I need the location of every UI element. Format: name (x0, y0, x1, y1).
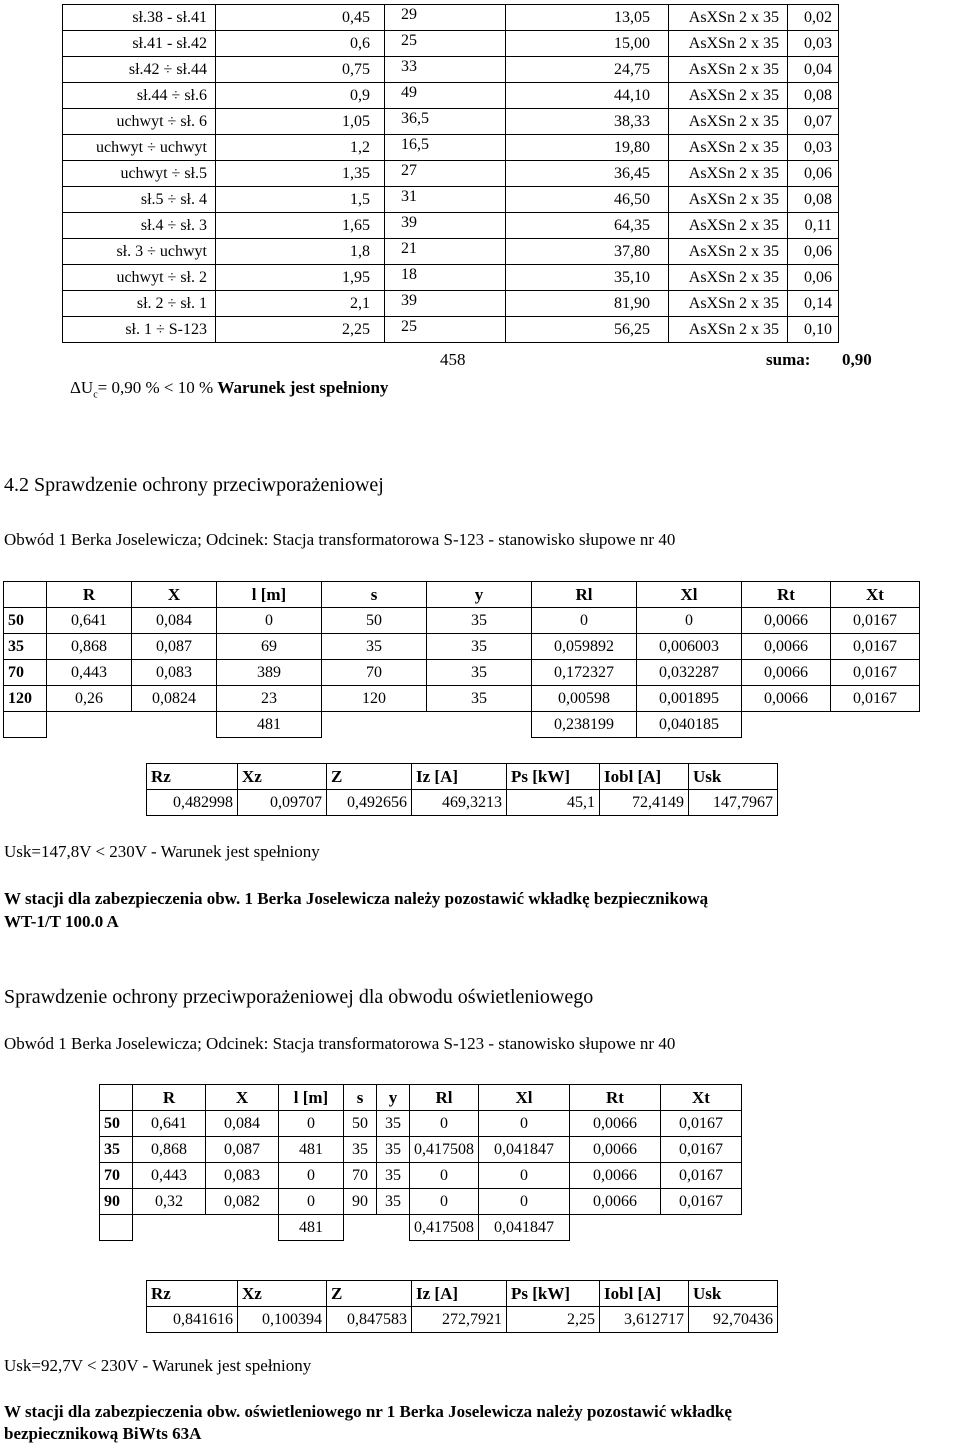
table-row (100, 1137, 742, 1163)
table-cell: 72,4149 (600, 790, 689, 816)
table-row (100, 1189, 742, 1215)
table-cell: 2,1 (216, 291, 385, 317)
table-header-cell: Rl (410, 1085, 479, 1111)
table-cell: 1,2 (216, 135, 385, 161)
table-header-cell: Usk (689, 764, 778, 790)
table-cell: 45,1 (507, 790, 600, 816)
table-cell: 35 (377, 1163, 410, 1189)
table-row (4, 634, 920, 660)
table-cell: 25 (385, 317, 506, 343)
table-cell: 0,0066 (742, 686, 831, 712)
row-header-cell: 70 (4, 660, 47, 686)
table-cell: 1,05 (216, 109, 385, 135)
table-cell: 272,7921 (412, 1307, 507, 1333)
table-cell: 35 (427, 660, 532, 686)
table-cell: 0,07 (788, 109, 839, 135)
table-cell: 35 (377, 1111, 410, 1137)
table-cell: 0,06 (788, 161, 839, 187)
table-cell: AsXSn 2 x 35 (669, 317, 788, 343)
table-cell: 0,0066 (570, 1189, 661, 1215)
table-cell: 0,6 (216, 31, 385, 57)
table-cell: 0,0066 (570, 1163, 661, 1189)
table-cell: sł. 2 ÷ sł. 1 (63, 291, 216, 317)
table-cell: 35,10 (506, 265, 669, 291)
table-cell: 0,0167 (661, 1111, 742, 1137)
table-cell: 0,14 (788, 291, 839, 317)
table-cell: AsXSn 2 x 35 (669, 161, 788, 187)
table-cell: 70 (344, 1163, 377, 1189)
table-cell: 49 (385, 83, 506, 109)
table-cell: 0,08 (788, 83, 839, 109)
table-header-cell: Z (327, 764, 412, 790)
row-header-cell: 90 (100, 1189, 133, 1215)
table-cell: 92,70436 (689, 1307, 778, 1333)
table-cell: 0,041847 (479, 1137, 570, 1163)
section2-conclusion: Usk=92,7V < 230V - Warunek jest spełniony (4, 1356, 312, 1375)
table-cell: 35 (344, 1137, 377, 1163)
table-header-cell: Rt (570, 1085, 661, 1111)
table-cell: 0 (410, 1189, 479, 1215)
section1-heading: 4.2 Sprawdzenie ochrony przeciwporażeniowej (4, 474, 384, 496)
table-cell: 0,0167 (831, 686, 920, 712)
totals-blank (742, 712, 831, 738)
table-cell: AsXSn 2 x 35 (669, 83, 788, 109)
table-cell: 27 (385, 161, 506, 187)
table-header-cell: Xt (661, 1085, 742, 1111)
table-header-cell: X (206, 1085, 279, 1111)
table-cell: 0,45 (216, 5, 385, 31)
table-cell: 0,08 (788, 187, 839, 213)
table-cell: sł. 1 ÷ S-123 (63, 317, 216, 343)
table-header-cell: Iobl [A] (600, 1281, 689, 1307)
table-cell: 0,006003 (637, 634, 742, 660)
total-xl: 0,040185 (637, 712, 742, 738)
sum-label: suma: (766, 350, 811, 369)
table-cell: uchwyt ÷ uchwyt (63, 135, 216, 161)
table-cell: 35 (427, 634, 532, 660)
table-cell: 0,868 (133, 1137, 206, 1163)
table-header-cell: l [m] (279, 1085, 344, 1111)
table-cell: uchwyt ÷ sł. 6 (63, 109, 216, 135)
row-header-cell: 120 (4, 686, 47, 712)
table-cell: 1,5 (216, 187, 385, 213)
table-cell: 0,04 (788, 57, 839, 83)
totals-blank (427, 712, 532, 738)
voltage-drop-value: = 0,90 % < 10 % (97, 378, 218, 397)
totals-blank (206, 1215, 279, 1241)
table-cell: AsXSn 2 x 35 (669, 265, 788, 291)
totals-row (4, 712, 920, 738)
table-cell: AsXSn 2 x 35 (669, 135, 788, 161)
table-cell: uchwyt ÷ sł. 2 (63, 265, 216, 291)
table-cell: 0,417508 (410, 1137, 479, 1163)
totals-blank (322, 712, 427, 738)
table-header-cell: Z (327, 1281, 412, 1307)
table-row (63, 291, 839, 317)
table-row (4, 686, 920, 712)
table-cell: 35 (322, 634, 427, 660)
table-row (63, 161, 839, 187)
table-cell: 36,5 (385, 109, 506, 135)
table-cell: 90 (344, 1189, 377, 1215)
row-header-cell: 35 (4, 634, 47, 660)
table-cell: 16,5 (385, 135, 506, 161)
table-header-cell: Rz (147, 764, 238, 790)
table-cell: 0,06 (788, 265, 839, 291)
table-cell: 0,0167 (831, 634, 920, 660)
cable-voltage-drop-table (62, 4, 839, 343)
table-cell: 1,95 (216, 265, 385, 291)
table-cell: AsXSn 2 x 35 (669, 213, 788, 239)
table-header-corner (100, 1085, 133, 1111)
table-cell: 0,443 (47, 660, 132, 686)
table-row (63, 187, 839, 213)
table-header-row (147, 764, 778, 790)
table-cell: 0,0824 (132, 686, 217, 712)
table-cell: 0,087 (132, 634, 217, 660)
table-cell: 0,0167 (661, 1137, 742, 1163)
table-header-row (147, 1281, 778, 1307)
table-cell: 0 (410, 1111, 479, 1137)
table-cell: 389 (217, 660, 322, 686)
totals-blank (831, 712, 920, 738)
table-cell: 70 (322, 660, 427, 686)
table-cell: sł. 3 ÷ uchwyt (63, 239, 216, 265)
table-cell: 0,75 (216, 57, 385, 83)
section2-impedance-table (99, 1084, 742, 1241)
table-cell: 0 (479, 1163, 570, 1189)
table-row (100, 1111, 742, 1137)
table-header-cell: Rt (742, 582, 831, 608)
table-cell: uchwyt ÷ sł.5 (63, 161, 216, 187)
table-cell: 25 (385, 31, 506, 57)
table-row (4, 660, 920, 686)
table-cell: 0,0066 (742, 660, 831, 686)
section1-impedance-table (3, 581, 920, 738)
table-header-cell: Rl (532, 582, 637, 608)
table-header-cell: Xz (238, 1281, 327, 1307)
table-row (4, 608, 920, 634)
table-header-cell: R (47, 582, 132, 608)
section2-circuit: Obwód 1 Berka Joselewicza; Odcinek: Stacja transformatorowa S-123 - stanowisko słupowe nr 40 (4, 1034, 676, 1053)
table-cell: 0,03 (788, 135, 839, 161)
table-cell: 37,80 (506, 239, 669, 265)
table-cell: 0,847583 (327, 1307, 412, 1333)
table-header-cell: R (133, 1085, 206, 1111)
table-cell: 35 (427, 686, 532, 712)
table-cell: 0 (279, 1163, 344, 1189)
table-cell: 0,083 (206, 1163, 279, 1189)
cable-total-length: 458 (440, 350, 466, 369)
table-cell: 0,482998 (147, 790, 238, 816)
table-cell: 44,10 (506, 83, 669, 109)
total-xl: 0,041847 (479, 1215, 570, 1241)
table-cell: 0,26 (47, 686, 132, 712)
table-cell: AsXSn 2 x 35 (669, 57, 788, 83)
table-cell: 0,10 (788, 317, 839, 343)
table-cell: 0,172327 (532, 660, 637, 686)
table-row (63, 317, 839, 343)
table-cell: 23 (217, 686, 322, 712)
table-cell: 0,0167 (831, 608, 920, 634)
table-header-cell: y (427, 582, 532, 608)
table-cell: 0,09707 (238, 790, 327, 816)
table-header-corner (4, 582, 47, 608)
table-row (147, 1307, 778, 1333)
table-cell: AsXSn 2 x 35 (669, 109, 788, 135)
table-cell: 0,06 (788, 239, 839, 265)
table-cell: 0,0066 (742, 608, 831, 634)
table-cell: 2,25 (216, 317, 385, 343)
table-row (63, 265, 839, 291)
table-cell: 481 (279, 1137, 344, 1163)
table-cell: 39 (385, 213, 506, 239)
table-row (63, 57, 839, 83)
section1-note-line2: WT-1/T 100.0 A (4, 912, 119, 931)
table-cell: sł.38 - sł.41 (63, 5, 216, 31)
table-cell: 24,75 (506, 57, 669, 83)
section2-note-line1: W stacji dla zabezpieczenia obw. oświetleniowego nr 1 Berka Joselewicza należy pozostawić wkładkę (4, 1402, 732, 1421)
table-cell: 2,25 (507, 1307, 600, 1333)
table-header-cell: s (344, 1085, 377, 1111)
table-header-cell: Rz (147, 1281, 238, 1307)
table-cell: 0 (532, 608, 637, 634)
totals-blank (661, 1215, 742, 1241)
voltage-drop-line (70, 378, 388, 400)
table-cell: 0,868 (47, 634, 132, 660)
totals-blank (132, 712, 217, 738)
table-cell: 0,641 (133, 1111, 206, 1137)
totals-blank (377, 1215, 410, 1241)
table-cell: 1,65 (216, 213, 385, 239)
table-cell: 0,084 (132, 608, 217, 634)
table-header-cell: l [m] (217, 582, 322, 608)
table-cell: 19,80 (506, 135, 669, 161)
table-cell: 0,0066 (742, 634, 831, 660)
table-cell: 39 (385, 291, 506, 317)
table-cell: 0 (479, 1111, 570, 1137)
section2-result-table (146, 1280, 778, 1333)
section1-conclusion: Usk=147,8V < 230V - Warunek jest spełniony (4, 842, 320, 861)
table-cell: 33 (385, 57, 506, 83)
table-cell: 50 (344, 1111, 377, 1137)
table-cell: 35 (427, 608, 532, 634)
total-rl: 0,417508 (410, 1215, 479, 1241)
table-header-cell: y (377, 1085, 410, 1111)
table-header-row (4, 582, 920, 608)
totals-blank (47, 712, 132, 738)
table-cell: AsXSn 2 x 35 (669, 5, 788, 31)
section1-result-table (146, 763, 778, 816)
total-rl: 0,238199 (532, 712, 637, 738)
table-cell: 15,00 (506, 31, 669, 57)
table-cell: sł.4 ÷ sł. 3 (63, 213, 216, 239)
table-cell: 0,32 (133, 1189, 206, 1215)
table-cell: 0,492656 (327, 790, 412, 816)
table-cell: 56,25 (506, 317, 669, 343)
table-row (100, 1163, 742, 1189)
totals-row (100, 1215, 742, 1241)
table-cell: AsXSn 2 x 35 (669, 239, 788, 265)
table-cell: 0 (217, 608, 322, 634)
table-header-row (100, 1085, 742, 1111)
section2-heading: Sprawdzenie ochrony przeciwporażeniowej dla obwodu oświetleniowego (4, 986, 594, 1008)
totals-blank (344, 1215, 377, 1241)
total-length: 481 (217, 712, 322, 738)
table-header-cell: Usk (689, 1281, 778, 1307)
table-cell: 0,100394 (238, 1307, 327, 1333)
row-header-cell: 50 (4, 608, 47, 634)
table-cell: AsXSn 2 x 35 (669, 187, 788, 213)
table-header-cell: Xl (479, 1085, 570, 1111)
table-cell: 13,05 (506, 5, 669, 31)
voltage-drop-condition: Warunek jest spełniony (217, 378, 389, 397)
table-cell: 147,7967 (689, 790, 778, 816)
table-cell: 64,35 (506, 213, 669, 239)
table-cell: AsXSn 2 x 35 (669, 31, 788, 57)
table-cell: 0,0167 (661, 1189, 742, 1215)
table-cell: 18 (385, 265, 506, 291)
table-cell: 3,612717 (600, 1307, 689, 1333)
table-header-cell: Iz [A] (412, 1281, 507, 1307)
table-cell: 50 (322, 608, 427, 634)
table-cell: 38,33 (506, 109, 669, 135)
table-cell: 0,00598 (532, 686, 637, 712)
table-header-cell: s (322, 582, 427, 608)
table-cell: 36,45 (506, 161, 669, 187)
table-cell: 0,0066 (570, 1137, 661, 1163)
table-cell: 0,059892 (532, 634, 637, 660)
table-cell: 0,083 (132, 660, 217, 686)
table-cell: 1,35 (216, 161, 385, 187)
total-length: 481 (279, 1215, 344, 1241)
table-cell: 0,841616 (147, 1307, 238, 1333)
row-header-cell: 50 (100, 1111, 133, 1137)
section2-note-line2: bezpiecznikową BiWts 63A (4, 1424, 202, 1443)
table-header-cell: Xt (831, 582, 920, 608)
totals-spacer (100, 1215, 133, 1241)
table-cell: 35 (377, 1189, 410, 1215)
table-cell: 0,032287 (637, 660, 742, 686)
table-cell: 0 (637, 608, 742, 634)
table-row (63, 83, 839, 109)
table-header-cell: Ps [kW] (507, 764, 600, 790)
table-header-cell: Iz [A] (412, 764, 507, 790)
table-cell: 0,02 (788, 5, 839, 31)
table-header-cell: Xl (637, 582, 742, 608)
table-cell: 0,084 (206, 1111, 279, 1137)
delta-u-symbol: ΔU (70, 378, 94, 397)
table-header-cell: X (132, 582, 217, 608)
table-cell: 0,11 (788, 213, 839, 239)
table-cell: 0,0167 (831, 660, 920, 686)
table-row (63, 31, 839, 57)
table-cell: 0,0066 (570, 1111, 661, 1137)
table-cell: 0,001895 (637, 686, 742, 712)
section1-note-line1: W stacji dla zabezpieczenia obw. 1 Berka Joselewicza należy pozostawić wkładkę bezpiecznikową (4, 889, 709, 908)
row-header-cell: 70 (100, 1163, 133, 1189)
section1-circuit: Obwód 1 Berka Joselewicza; Odcinek: Stacja transformatorowa S-123 - stanowisko słupowe nr 40 (4, 530, 676, 549)
table-cell: sł.42 ÷ sł.44 (63, 57, 216, 83)
delta-u-subscript: c (93, 389, 98, 401)
table-cell: sł.44 ÷ sł.6 (63, 83, 216, 109)
totals-blank (133, 1215, 206, 1241)
table-cell: 0,03 (788, 31, 839, 57)
table-cell: 0 (279, 1189, 344, 1215)
totals-spacer (4, 712, 47, 738)
table-header-cell: Iobl [A] (600, 764, 689, 790)
table-cell: AsXSn 2 x 35 (669, 291, 788, 317)
table-cell: 0,087 (206, 1137, 279, 1163)
table-row (63, 135, 839, 161)
sum-value: 0,90 (842, 350, 872, 369)
table-cell: 0 (410, 1163, 479, 1189)
table-row (63, 5, 839, 31)
table-header-cell: Ps [kW] (507, 1281, 600, 1307)
table-cell: 31 (385, 187, 506, 213)
table-cell: 0,641 (47, 608, 132, 634)
table-cell: 35 (377, 1137, 410, 1163)
table-cell: sł.41 - sł.42 (63, 31, 216, 57)
table-row (63, 213, 839, 239)
table-row (63, 109, 839, 135)
table-cell: sł.5 ÷ sł. 4 (63, 187, 216, 213)
table-cell: 0,9 (216, 83, 385, 109)
totals-blank (570, 1215, 661, 1241)
table-cell: 0 (279, 1111, 344, 1137)
table-cell: 29 (385, 5, 506, 31)
table-cell: 81,90 (506, 291, 669, 317)
table-cell: 0,443 (133, 1163, 206, 1189)
row-header-cell: 35 (100, 1137, 133, 1163)
table-cell: 0,0167 (661, 1163, 742, 1189)
table-cell: 1,8 (216, 239, 385, 265)
table-cell: 69 (217, 634, 322, 660)
table-cell: 0 (479, 1189, 570, 1215)
table-cell: 0,082 (206, 1189, 279, 1215)
table-cell: 120 (322, 686, 427, 712)
table-row (147, 790, 778, 816)
table-cell: 469,3213 (412, 790, 507, 816)
table-cell: 46,50 (506, 187, 669, 213)
table-row (63, 239, 839, 265)
table-header-cell: Xz (238, 764, 327, 790)
table-cell: 21 (385, 239, 506, 265)
